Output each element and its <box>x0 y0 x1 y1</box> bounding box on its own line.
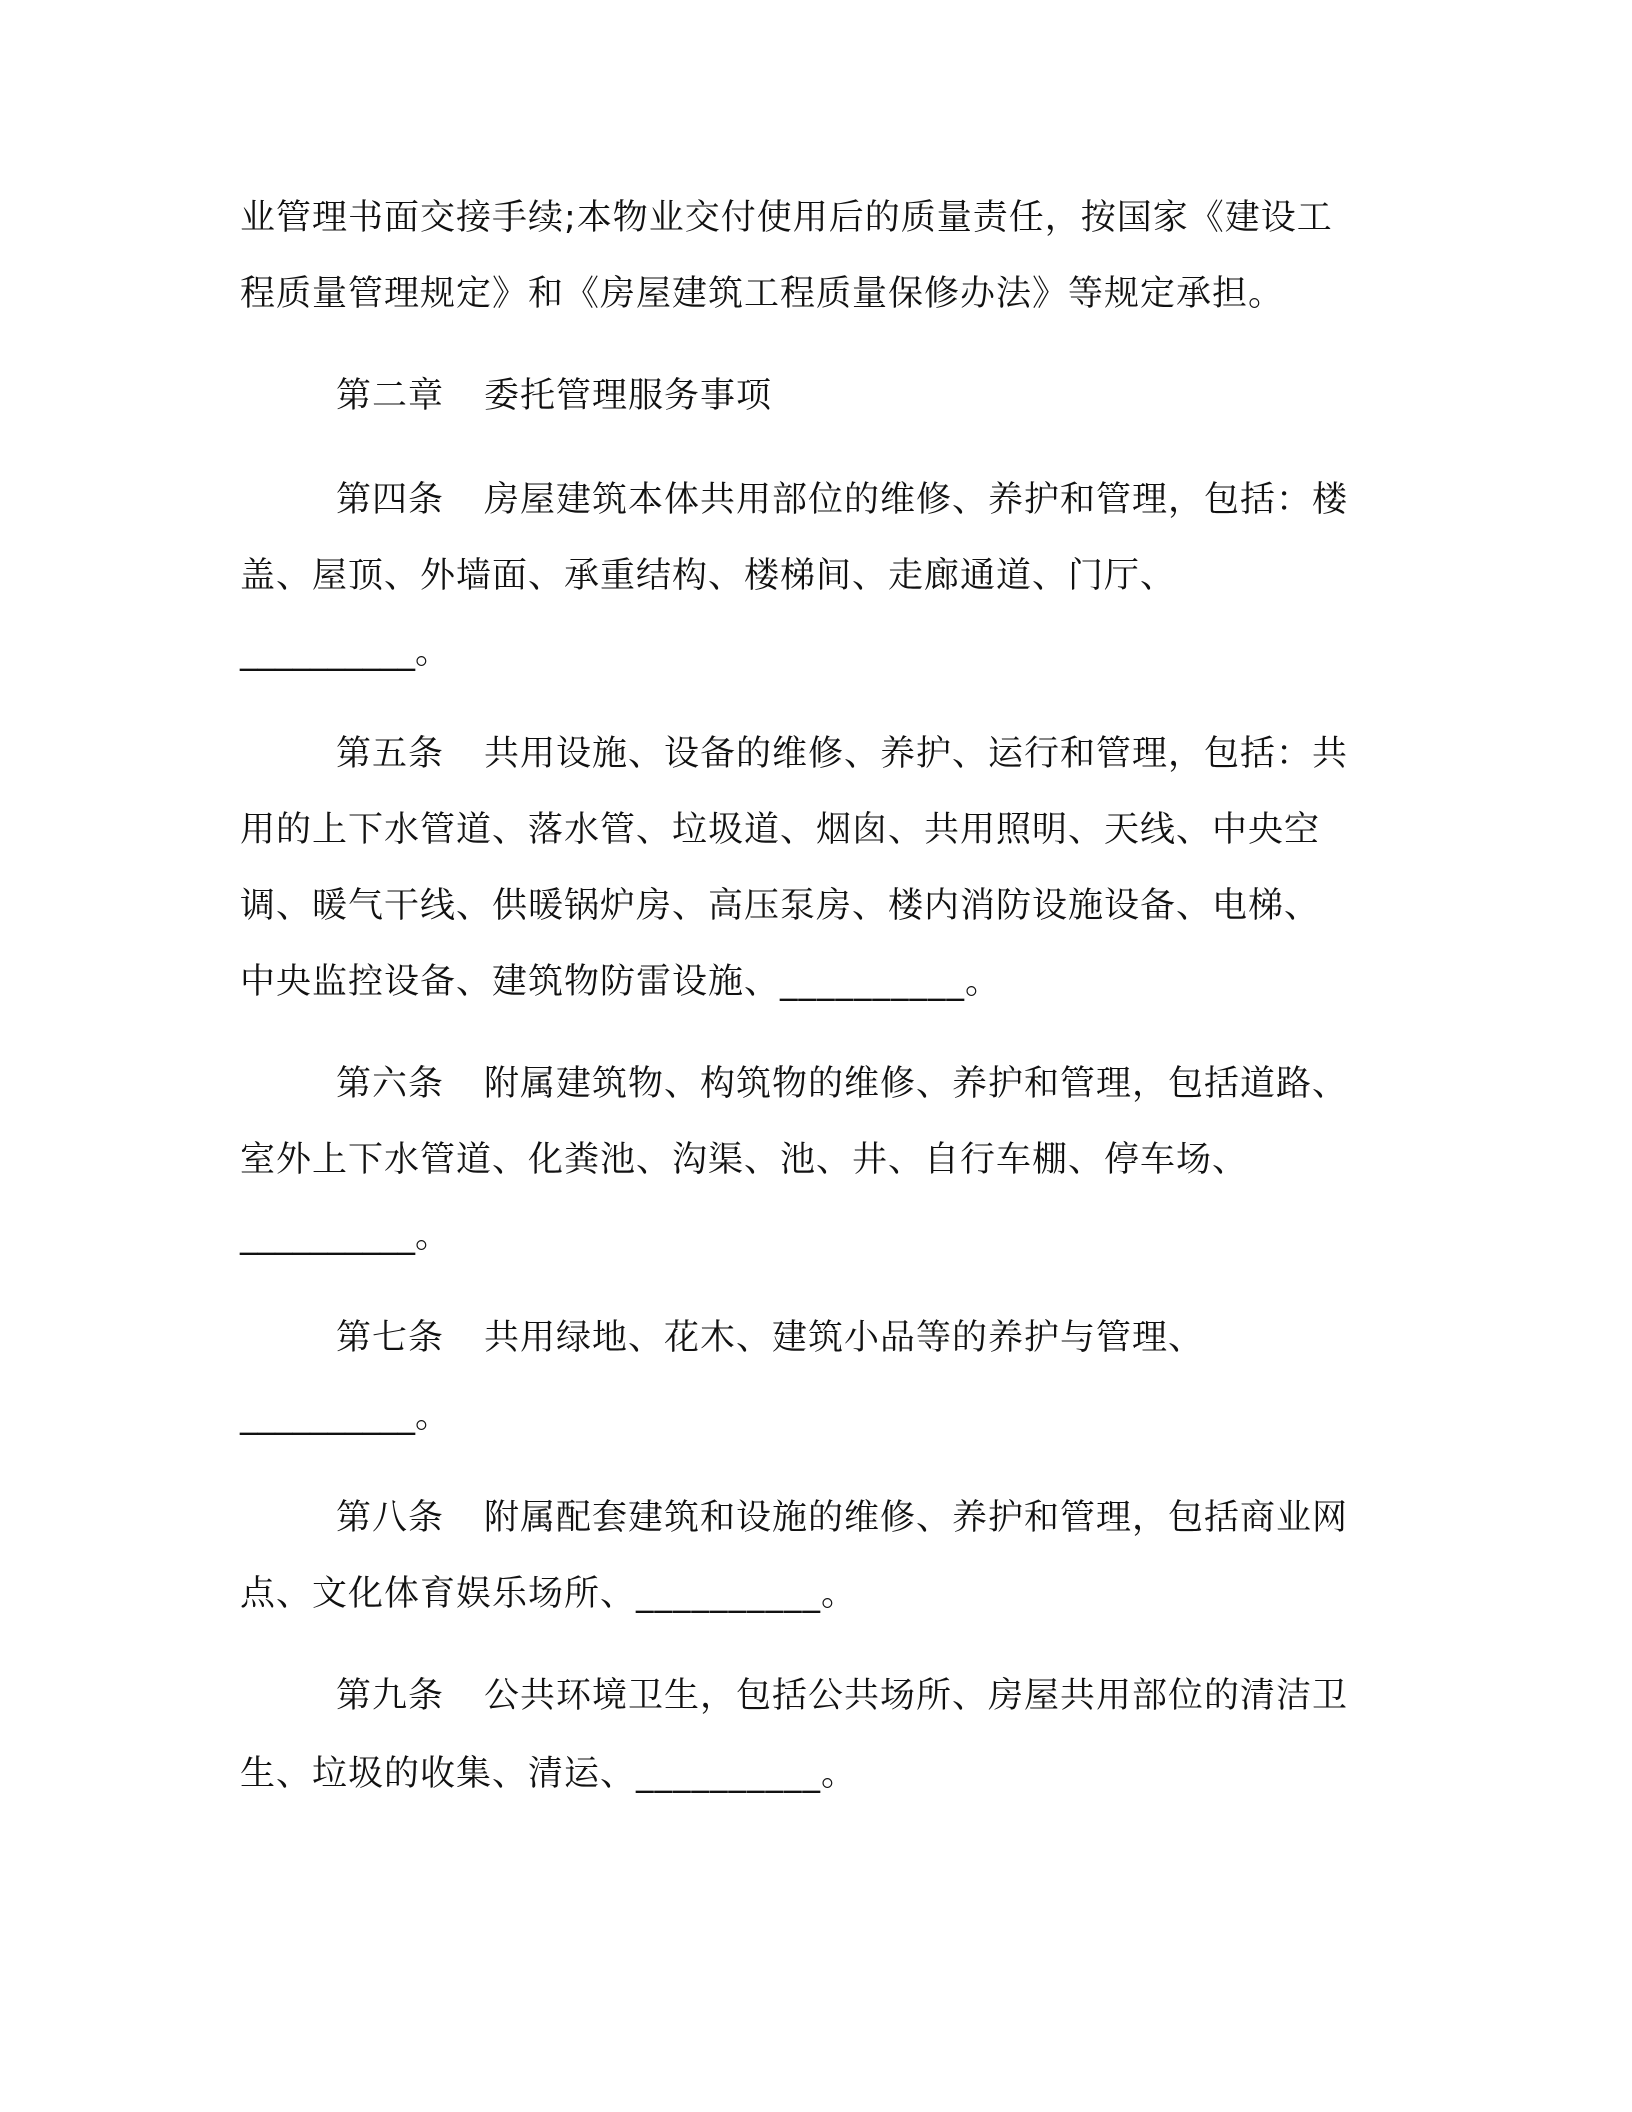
article-4-line-2: 盖、屋顶、外墙面、承重结构、楼梯间、走廊通道、门厅、 <box>240 556 1177 596</box>
article-7-line-1 <box>240 1316 1204 1360</box>
article-5-line-4: 中央监控设备、建筑物防雷设施、__________。 <box>240 962 1002 1002</box>
article-8-label: 第八条 <box>336 1498 445 1538</box>
article-6-text-1: 附属建筑物、构筑物的维修、养护和管理，包括道路、 <box>484 1064 1349 1104</box>
continuation-line-2: 程质量管理规定》和《房屋建筑工程质量保修办法》等规定承担。 <box>240 274 1285 314</box>
chapter-label: 第二章 <box>336 376 445 416</box>
article-9-line-1 <box>240 1674 1348 1718</box>
article-4-line-1 <box>240 478 1348 522</box>
article-8-text-1: 附属配套建筑和设施的维修、养护和管理，包括商业网 <box>484 1498 1349 1538</box>
article-7-blank: __________。 <box>240 1396 451 1436</box>
article-9-line-2: 生、垃圾的收集、清运、__________。 <box>240 1754 858 1794</box>
article-7-text-1: 共用绿地、花木、建筑小品等的养护与管理、 <box>484 1318 1205 1358</box>
article-5-line-2: 用的上下水管道、落水管、垃圾道、烟囱、共用照明、天线、中央空 <box>240 810 1321 850</box>
article-8-line-1 <box>240 1496 1348 1540</box>
continuation-line-1: 业管理书面交接手续;本物业交付使用后的质量责任，按国家《建设工 <box>240 198 1333 238</box>
article-5-text-1: 共用设施、设备的维修、养护、运行和管理，包括：共 <box>484 734 1349 774</box>
chapter-heading <box>240 374 772 418</box>
article-5-label: 第五条 <box>336 734 445 774</box>
article-5-line-1 <box>240 732 1348 776</box>
article-6-line-2: 室外上下水管道、化粪池、沟渠、池、井、自行车棚、停车场、 <box>240 1140 1249 1180</box>
article-6-line-1 <box>240 1062 1348 1106</box>
article-4-text-1: 房屋建筑本体共用部位的维修、养护和管理，包括：楼 <box>484 480 1349 520</box>
chapter-title: 委托管理服务事项 <box>484 376 773 416</box>
article-5-line-3: 调、暖气干线、供暖锅炉房、高压泵房、楼内消防设施设备、电梯、 <box>240 886 1321 926</box>
article-4-blank: __________。 <box>240 632 451 672</box>
article-6-label: 第六条 <box>336 1064 445 1104</box>
article-6-blank: __________。 <box>240 1216 451 1256</box>
article-4-label: 第四条 <box>336 480 445 520</box>
article-9-text-1: 公共环境卫生，包括公共场所、房屋共用部位的清洁卫 <box>484 1676 1349 1716</box>
article-7-label: 第七条 <box>336 1318 445 1358</box>
article-9-label: 第九条 <box>336 1676 445 1716</box>
article-8-line-2: 点、文化体育娱乐场所、__________。 <box>240 1574 858 1614</box>
